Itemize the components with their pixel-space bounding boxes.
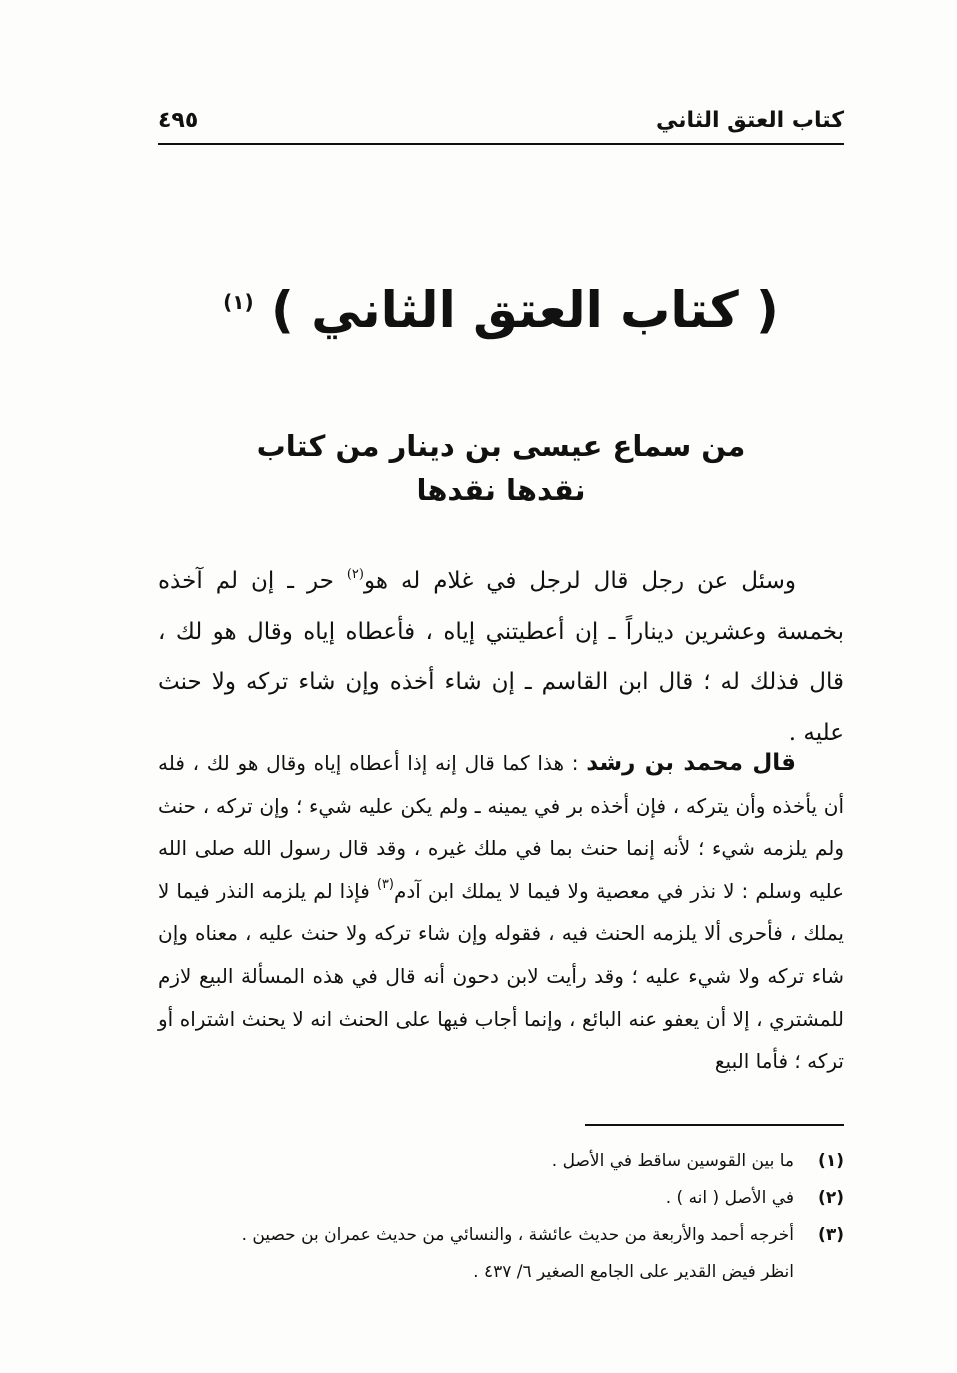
footnote-item [158, 1184, 844, 1221]
footnote-continuation-text: انظر فيض القدير على الجامع الصغير ٦/ ٤٣٧ . [473, 1262, 794, 1282]
running-header-title: كتاب العتق الثاني [655, 108, 844, 133]
section-heading-line-1: من سماع عيسى بن دينار من كتاب [256, 429, 746, 463]
footnote-ref-3: (٣) [376, 876, 394, 892]
footnote-number: (١) [818, 1151, 844, 1171]
footnote-item [158, 1147, 844, 1184]
commentary-text-1: : هذا كما قال إنه إذا أعطاه إياه وقال هو لك ، فله أن يأخذه وأن يتركه ، فإن أخذه بر في يمينه ـ ولم يكن عليه شيء ؛ وإن تركه ، حنث ولم يلزمه شيء ؛ لأنه إنما حنث بما في ملك غيره ، وقد قال رسول الله صلى الله عليه وسلم : لا نذر في معصية ولا فيما لا يملك ابن آدم [158, 751, 844, 903]
page-number: ٤٩٥ [158, 108, 199, 133]
footnote-text: أخرجه أحمد والأربعة من حديث عائشة ، والنسائي من حديث عمران بن حصين . [241, 1225, 794, 1245]
question-text-2: حر ـ إن لم آخذه بخمسة وعشرين ديناراً ـ إن أعطيتني إياه ، فأعطاه إياه وقال هو لك ، قال فذلك له ؛ قال ابن القاسم ـ إن شاء أخذه وإن شاء تركه ولا حنث عليه . [158, 568, 844, 746]
book-title-text: ( كتاب العتق الثاني ) [271, 281, 779, 339]
footnote-continuation [158, 1258, 844, 1295]
commentary-paragraph [158, 742, 844, 1083]
footnote-number: (٢) [818, 1188, 844, 1208]
book-title-footnote-ref: (١) [223, 290, 254, 314]
section-heading [158, 424, 844, 512]
book-title [158, 270, 844, 350]
commentary-text-2: فإذا لم يلزمه النذر فيما لا يملك ، فأحرى ألا يلزمه الحنث فيه ، فقوله وإن شاء تركه ولا حنث عليه ، معناه وإن شاء تركه ولا شيء عليه ؛ وقد رأيت لابن دحون أنه قال في هذه المسألة البيع لازم للمشتري ، إلا أن يعفو عنه البائع ، وإنما أجاب فيها على الحنث انه لا يحنث اشتراه أو تركه ؛ فأما البيع [158, 878, 844, 1074]
section-heading-line-2: نقدها نقدها [416, 473, 586, 507]
footnotes [158, 1147, 844, 1295]
footnote-text: في الأصل ( انه ) . [665, 1188, 794, 1208]
commentary-lead: قال محمد بن رشد [586, 750, 796, 776]
footnote-ref-2: (٢) [346, 567, 364, 582]
footnote-number: (٣) [818, 1225, 844, 1245]
header-divider [158, 143, 844, 145]
question-text-1: وسئل عن رجل قال لرجل في غلام له هو [363, 568, 796, 594]
footnote-text: ما بين القوسين ساقط في الأصل . [551, 1151, 794, 1171]
footnote-item [158, 1221, 844, 1258]
question-paragraph [158, 556, 844, 758]
footnote-divider [585, 1124, 844, 1126]
running-header [158, 104, 844, 144]
